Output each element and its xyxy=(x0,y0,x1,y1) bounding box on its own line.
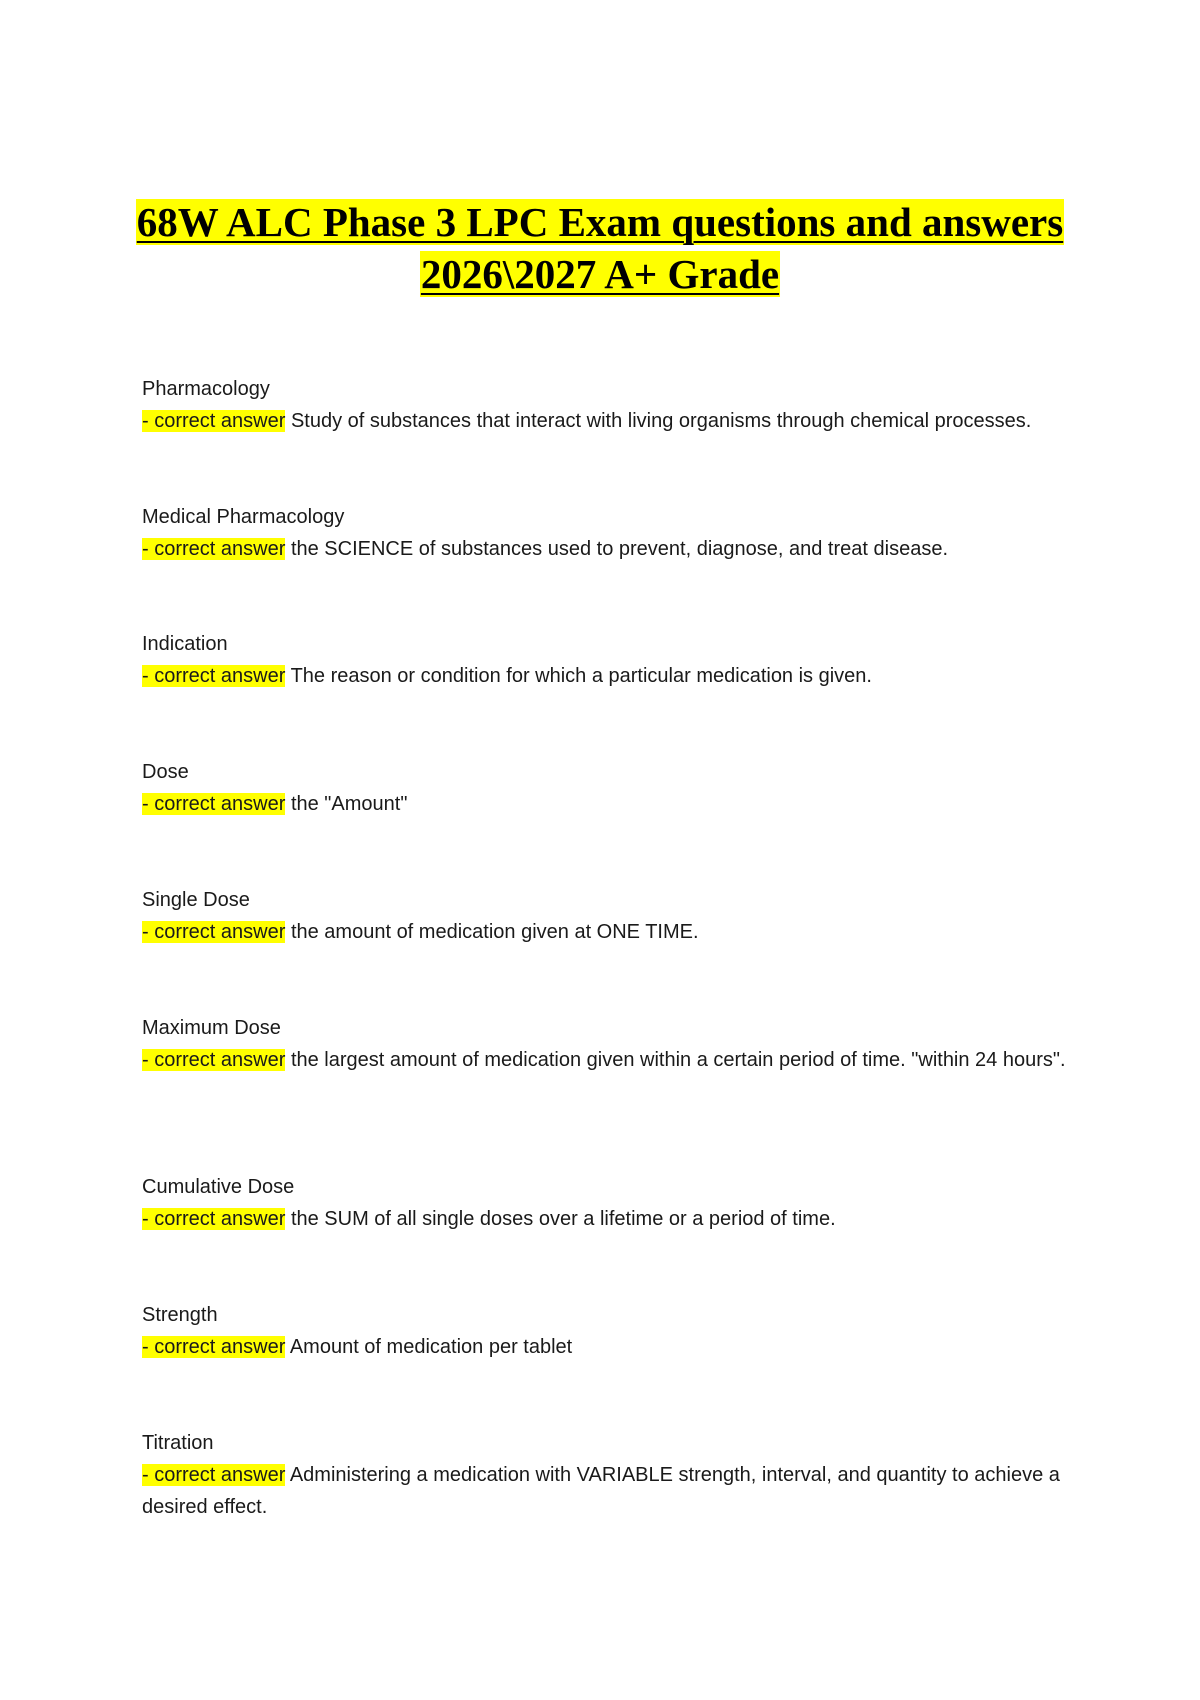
answer-text: the amount of medication given at ONE TIME. xyxy=(290,921,699,943)
answer-prefix: - correct answer xyxy=(142,1464,286,1486)
answer-prefix: - correct answer xyxy=(142,538,286,560)
qa-answer xyxy=(142,1203,1072,1235)
answer-prefix: - correct answer xyxy=(142,1336,286,1358)
qa-item xyxy=(142,628,1072,692)
qa-item xyxy=(142,373,1072,437)
qa-term: Cumulative Dose xyxy=(142,1176,295,1198)
title-line-1 xyxy=(0,196,1200,248)
answer-prefix: - correct answer xyxy=(142,793,286,815)
qa-item xyxy=(142,1012,1072,1076)
qa-term: Strength xyxy=(142,1304,218,1326)
qa-term: Dose xyxy=(142,761,189,783)
qa-item xyxy=(142,1171,1072,1235)
qa-item xyxy=(142,1427,1072,1523)
answer-text: Administering a medication with VARIABLE strength, interval, and quantity to achieve a desired effect. xyxy=(142,1464,1060,1518)
answer-text: the SCIENCE of substances used to prevent, diagnose, and treat disease. xyxy=(290,538,948,560)
answer-prefix: - correct answer xyxy=(142,1049,286,1071)
qa-term: Medical Pharmacology xyxy=(142,506,345,528)
answer-text: Study of substances that interact with living organisms through chemical processes. xyxy=(290,410,1032,432)
qa-answer xyxy=(142,660,1072,692)
title-line-2-text: 2026\2027 A+ Grade xyxy=(420,251,780,297)
qa-answer xyxy=(142,1459,1072,1523)
answer-text: the largest amount of medication given within a certain period of time. "within 24 hours". xyxy=(290,1049,1066,1071)
title-line-1-text: 68W ALC Phase 3 LPC Exam questions and answers xyxy=(136,199,1064,245)
qa-term: Indication xyxy=(142,633,228,655)
qa-answer xyxy=(142,916,1072,948)
qa-term: Pharmacology xyxy=(142,378,270,400)
qa-term: Maximum Dose xyxy=(142,1017,281,1039)
qa-answer xyxy=(142,533,1072,565)
answer-prefix: - correct answer xyxy=(142,921,286,943)
qa-item xyxy=(142,756,1072,820)
qa-answer xyxy=(142,405,1072,437)
answer-text: the SUM of all single doses over a lifetime or a period of time. xyxy=(290,1208,836,1230)
qa-item xyxy=(142,501,1072,565)
qa-answer xyxy=(142,1331,1072,1363)
qa-term: Titration xyxy=(142,1432,214,1454)
answer-text: The reason or condition for which a particular medication is given. xyxy=(290,665,872,687)
document-title xyxy=(0,196,1200,300)
answer-prefix: - correct answer xyxy=(142,410,286,432)
answer-prefix: - correct answer xyxy=(142,665,286,687)
qa-item xyxy=(142,884,1072,948)
qa-answer xyxy=(142,1044,1072,1076)
answer-text: Amount of medication per tablet xyxy=(289,1336,573,1358)
qa-item xyxy=(142,1299,1072,1363)
title-line-2 xyxy=(0,248,1200,300)
answer-prefix: - correct answer xyxy=(142,1208,286,1230)
qa-term: Single Dose xyxy=(142,889,250,911)
answer-text: the "Amount" xyxy=(290,793,408,815)
qa-answer xyxy=(142,788,1072,820)
